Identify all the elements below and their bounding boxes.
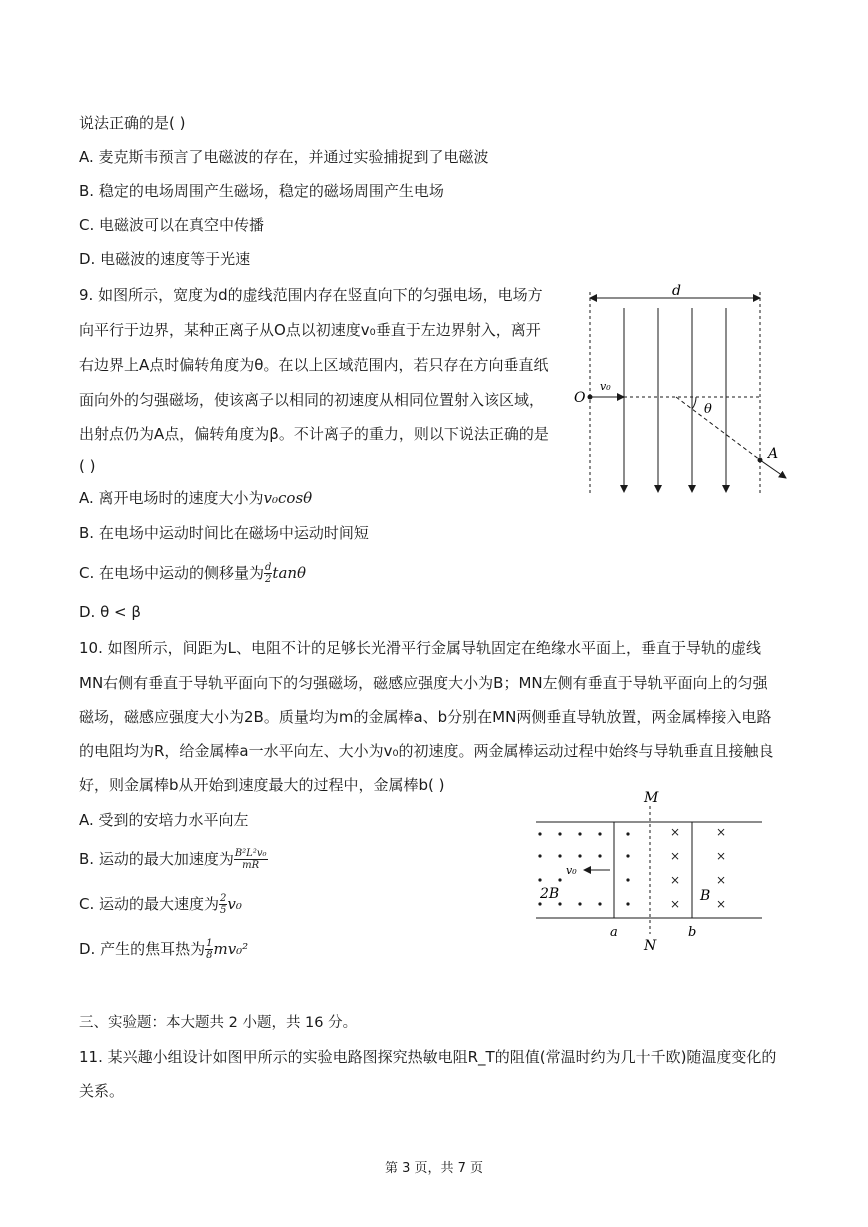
m-label: M (644, 790, 659, 806)
q10-stem-line: 好，则金属棒b从开始到速度最大的过程中，金属棒b( ) (79, 776, 445, 794)
exit-velocity-arrow (760, 460, 786, 478)
rod-a-v0-label: v₀ (566, 864, 577, 877)
q10-option-a: A. 受到的安培力水平向左 (79, 811, 249, 829)
q10-option-b (79, 848, 268, 871)
fraction-numerator: 2 (220, 893, 227, 904)
q9-option-d: D. θ < β (79, 603, 141, 621)
q8-option-a: A. 麦克斯韦预言了电磁波的存在，并通过实验捕捉到了电磁波 (79, 148, 489, 166)
q9-option-c (79, 562, 306, 585)
q10-stem-line: MN右侧有垂直于导轨平面向下的匀强磁场，磁感应强度大小为B；MN左侧有垂直于导轨平面向上的匀强 (79, 674, 768, 692)
q11-stem-line: 关系。 (79, 1082, 125, 1100)
fraction-denominator: mR (242, 860, 260, 871)
q9-option-b: B. 在电场中运动时间比在磁场中运动时间短 (79, 524, 369, 542)
q10-option-c-text: C. 运动的最大速度为 (79, 895, 220, 913)
q8-option-d: D. 电磁波的速度等于光速 (79, 250, 251, 268)
q10-option-d (79, 938, 248, 961)
theta-label: θ (704, 402, 712, 417)
a-label: A (768, 446, 779, 462)
svg-text:×: × (716, 825, 727, 839)
q10-option-c-expr: v₀ (227, 895, 242, 913)
q10-option-b-fraction (234, 848, 268, 871)
q9-option-c-text: C. 在电场中运动的侧移量为 (79, 564, 265, 582)
fraction-denominator: 5 (220, 905, 227, 916)
q9-stem-line: ( ) (79, 457, 96, 475)
o-label: O (574, 390, 586, 406)
q10-option-d-expr: mv₀² (213, 940, 249, 958)
q9-option-c-expr: tanθ (272, 564, 307, 582)
fraction-numerator: d (265, 562, 272, 573)
q9-stem-line: 9. 如图所示，宽度为d的虚线范围内存在竖直向下的匀强电场，电场方 (79, 286, 543, 304)
q9-stem-line: 向平行于边界，某种正离子从O点以初速度v₀垂直于左边界射入，离开 (79, 321, 541, 339)
q9-option-a-text: A. 离开电场时的速度大小为 (79, 489, 264, 507)
q9-electric-field-figure (568, 280, 798, 508)
svg-text:×: × (716, 849, 727, 863)
svg-text:×: × (670, 897, 681, 911)
svg-text:×: × (670, 849, 681, 863)
d-label: d (672, 283, 681, 299)
q8-option-b: B. 稳定的电场周围产生磁场，稳定的磁场周围产生电场 (79, 182, 444, 200)
field-into-page-crosses (670, 825, 726, 911)
q9-stem-line: 面向外的匀强磁场，使该离子以相同的初速度从相同位置射入该区域， (79, 391, 545, 409)
q10-option-b-text: B. 运动的最大加速度为 (79, 850, 234, 868)
point-a (758, 458, 763, 463)
v0-label: v₀ (600, 380, 611, 393)
q10-stem-line: 10. 如图所示，间距为L、电阻不计的足够长光滑平行金属导轨固定在绝缘水平面上，垂直于导轨的虚线 (79, 639, 761, 657)
left-field-label: 2B (540, 886, 560, 902)
q9-stem-line: 出射点仍为A点，偏转角度为β。不计离子的重力，则以下说法正确的是 (79, 425, 549, 443)
q10-stem-line: 的电阻均为R，给金属棒a一水平向左、大小为v₀的初速度。两金属棒运动过程中始终与导轨垂直且接触良 (79, 742, 774, 760)
exit-direction-line (676, 397, 760, 460)
svg-text:×: × (716, 873, 727, 887)
q10-option-c (79, 893, 242, 916)
q8-option-c: C. 电磁波可以在真空中传播 (79, 216, 265, 234)
q9-option-a (79, 488, 312, 508)
theta-arc (692, 397, 696, 409)
rod-b-label: b (688, 925, 697, 940)
rod-a-label: a (610, 925, 618, 940)
fraction-numerator: B²L²v₀ (234, 848, 267, 859)
n-label: N (644, 938, 657, 954)
svg-text:×: × (670, 873, 681, 887)
svg-text:×: × (716, 897, 727, 911)
q9-stem-line: 右边界上A点时偏转角度为θ。在以上区域范围内，若只存在方向垂直纸 (79, 356, 549, 374)
svg-text:×: × (670, 825, 681, 839)
fraction-denominator: 8 (206, 950, 213, 961)
q8-stem-tail: 说法正确的是( ) (79, 114, 186, 132)
q10-rails-figure (528, 788, 768, 958)
right-field-label: B (700, 888, 711, 904)
page-number: 第 3 页，共 7 页 (384, 1161, 484, 1176)
q9-option-a-expr: v₀cosθ (263, 489, 313, 507)
q10-option-d-text: D. 产生的焦耳热为 (79, 940, 206, 958)
fraction-numerator: 1 (206, 938, 213, 949)
fraction-denominator: 2 (265, 574, 272, 585)
q11-stem-line: 11. 某兴趣小组设计如图甲所示的实验电路图探究热敏电阻R_T的阻值(常温时约为几十千欧)随温度变化的 (79, 1048, 777, 1066)
section-heading: 三、实验题：本大题共 2 小题，共 16 分。 (79, 1015, 358, 1031)
q10-stem-line: 磁场，磁感应强度大小为2B。质量均为m的金属棒a、b分别在MN两侧垂直导轨放置，两金属棒接入电路 (79, 708, 772, 726)
